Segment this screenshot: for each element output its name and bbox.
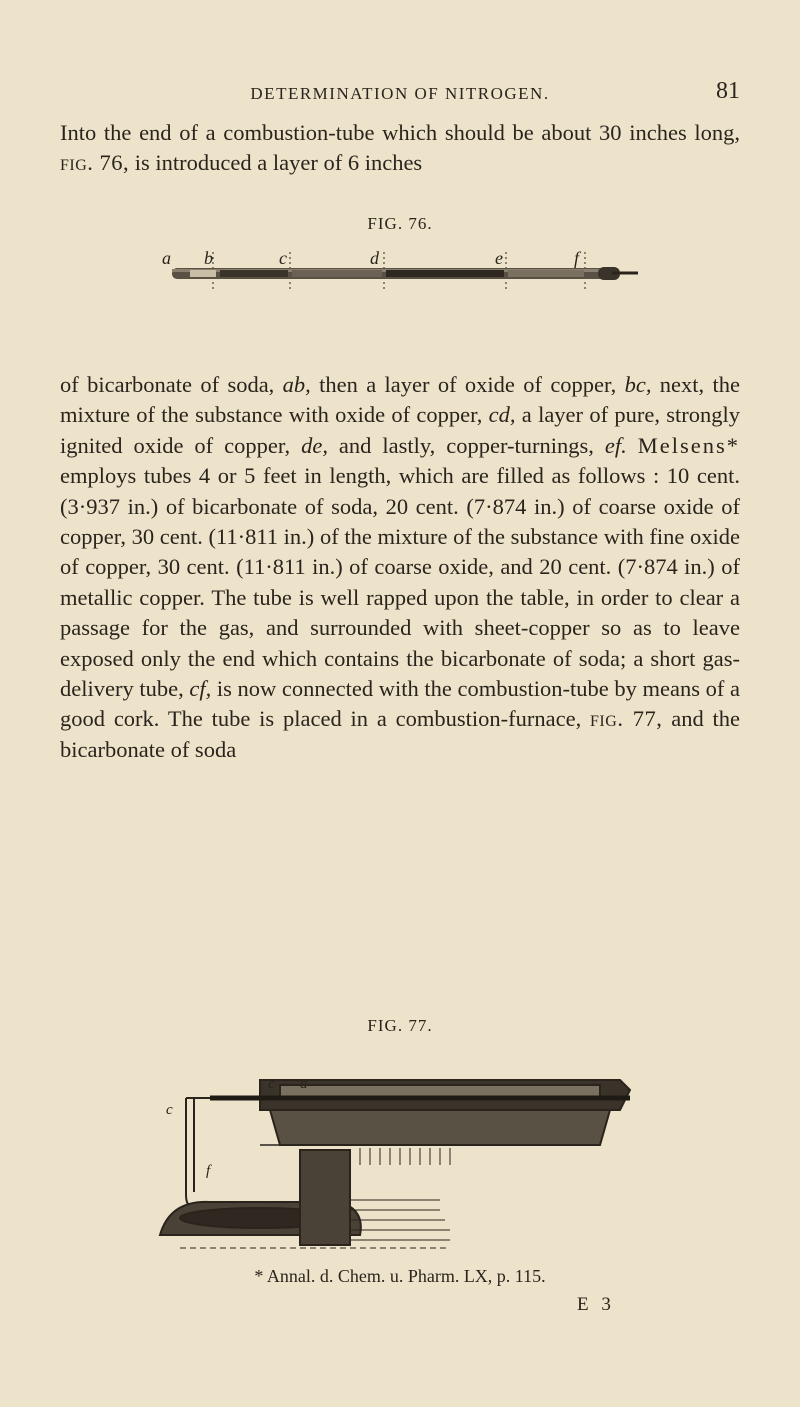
tube-label-b: b (204, 248, 213, 268)
paragraph-intro (60, 118, 740, 179)
figure-77-combustion-furnace (150, 1050, 650, 1260)
text-run: of bicarbonate of soda, (60, 372, 283, 397)
furnace-label-c: c (166, 1102, 173, 1118)
footnote: * Annal. d. Chem. u. Pharm. LX, p. 115. (254, 1266, 546, 1286)
segment-label-bc: bc, (624, 372, 652, 397)
segment-label-ef: ef. (604, 432, 627, 458)
segment-label-cf: cf, (189, 676, 212, 702)
running-title: DETERMINATION OF NITROGEN. (250, 84, 550, 103)
text-run: then a layer of oxide of copper, (310, 372, 625, 397)
text-run: is introduced a layer of 6 inches (129, 150, 423, 176)
figure-reference: fig. 77, (590, 706, 663, 732)
text-run: employs tubes 4 or 5 feet in length, which are filled as follows : 10 cent. (3·937 in.) of bicarbonate of soda, 20 cent. (7·874 in.) of coarse oxide of copper, 30 cent. (11·811 in.) of the mixture of the substance with fine oxide of copper, 30 cent. (11·811 in.) of coarse oxide, and 20 cent. (7·874 in.) of metallic copper. The tube is well rapped upon the table, in order to clear a passage for the gas, and surrounded with sheet-copper so as to leave exposed only the end which contains the bicarbonate of soda; a short gas-delivery tube, (60, 463, 740, 702)
segment-label-de: de, (301, 432, 328, 458)
segment-label-cd: cd, (488, 402, 516, 428)
combustion-tube-drawing (172, 267, 638, 280)
author-name: Melsens* (637, 432, 741, 458)
text-run: and the bicarbonate of soda (60, 706, 740, 762)
signature-mark: E 3 (577, 1294, 615, 1315)
furnace-label-a: a (300, 1076, 308, 1092)
furnace-label-c-top: c (268, 1076, 275, 1092)
segment-label-ab: ab, (282, 372, 311, 397)
furnace-label-f: f (206, 1163, 211, 1179)
text-run: is now connected with the combustion-tube by means of a good cork. The tube is placed in a combustion-furnace, (60, 676, 740, 732)
tube-label-a: a (162, 248, 171, 268)
figure-77-caption: FIG. 77. (367, 1016, 433, 1035)
tube-label-e: e (495, 248, 503, 268)
text-run: and lastly, copper-turnings, (327, 432, 605, 458)
text-run: Into the end of a combustion-tube which should be about 30 inches long, (60, 120, 740, 145)
figure-76-combustion-tube (160, 240, 640, 292)
furnace-support (300, 1150, 350, 1245)
text-run: next, the mixture of the substance with oxide of copper, (60, 372, 740, 428)
tube-label-f: f (574, 248, 580, 268)
tube-label-d: d (370, 248, 379, 268)
page-number: 81 (716, 78, 740, 104)
tube-label-c: c (279, 248, 287, 268)
paragraph-procedure (60, 370, 740, 765)
figure-76-caption: FIG. 76. (367, 214, 433, 233)
text-run (627, 433, 638, 458)
page-header (60, 78, 740, 112)
text-run: a layer of pure, strongly ignited oxide of copper, (60, 402, 740, 458)
figure-reference: fig. 76, (60, 150, 130, 176)
